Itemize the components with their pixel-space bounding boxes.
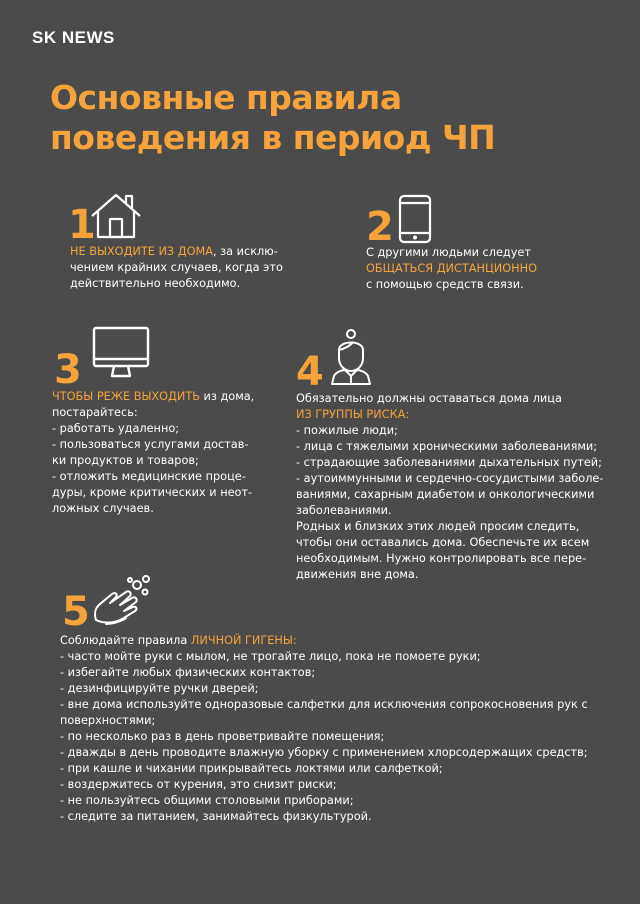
list-item: - избегайте любых физических контактов;	[60, 666, 316, 679]
section-1-highlight: НЕ ВЫХОДИТЕ ИЗ ДОМА	[70, 245, 213, 258]
list-item: - дезинфицируйте ручки дверей;	[60, 682, 259, 695]
list-item: - страдающие заболеваниями дыхательных путей;	[296, 456, 602, 469]
section-3-text	[52, 389, 262, 517]
section-4-highlight: ИЗ ГРУППЫ РИСКА:	[296, 408, 410, 421]
section-4-list	[296, 423, 616, 519]
list-item: ки продуктов и товаров;	[52, 454, 199, 467]
section-1-line-3: действительно необходимо.	[70, 277, 241, 290]
list-item: - лица с тяжелыми хроническими заболеваниями;	[296, 440, 598, 453]
list-item: - следите за питанием, занимайтесь физкультурой.	[60, 810, 372, 823]
smartphone-icon	[397, 194, 433, 244]
section-3-rest: из дома,	[199, 390, 255, 403]
section-2-highlight: ОБЩАТЬСЯ ДИСТАНЦИОННО	[366, 262, 537, 275]
section-5-number: 5	[62, 589, 90, 635]
section-4-outro-2: чтобы они оставались дома. Обеспечьте их всем	[296, 536, 590, 549]
section-4-text	[296, 391, 616, 583]
section-1-rest: , за исклю-	[212, 245, 278, 258]
section-3-number: 3	[54, 347, 82, 393]
section-4-line-1: Обязательно должны оставаться дома лица	[296, 392, 562, 405]
section-2-line-1: С другими людьми следует	[366, 246, 531, 259]
page-title	[50, 78, 495, 158]
list-item: - не пользуйтесь общими столовыми приборами;	[60, 794, 354, 807]
list-item: - дважды в день проводите влажную уборку с применением хлорсодержащих средств;	[60, 746, 588, 759]
section-2-line-3: с помощью средств связи.	[366, 278, 524, 291]
list-item: - по несколько раз в день проветривайте помещения;	[60, 730, 385, 743]
section-2-text	[366, 245, 616, 293]
list-item: - пользоваться услугами достав-	[52, 438, 249, 451]
section-1-line-2: чением крайних случаев, когда это	[70, 261, 283, 274]
list-item: - аутоиммунными и сердечно-сосудистыми заболе-	[296, 472, 604, 485]
section-3-line-2: постарайтесь:	[52, 406, 138, 419]
list-item: - воздержитесь от курения, это снизит риски;	[60, 778, 337, 791]
title-line-1: Основные правила	[50, 78, 402, 117]
section-1-text	[70, 244, 310, 292]
brand-logo: SK NEWS	[32, 28, 115, 47]
title-line-2: поведения в период ЧП	[50, 118, 496, 157]
elderly-person-icon	[330, 328, 372, 386]
list-item: поверхностями;	[60, 714, 156, 727]
section-2-number: 2	[366, 204, 394, 250]
section-5-intro: Соблюдайте правила	[60, 634, 191, 647]
section-4-outro-4: движения вне дома.	[296, 568, 419, 581]
list-item: - пожилые люди;	[296, 424, 398, 437]
list-item: - часто мойте руки с мылом, не трогайте лицо, пока не помоете руки;	[60, 650, 481, 663]
list-item: ваниями, сахарным диабетом и онкологическими	[296, 488, 595, 501]
section-5-list	[60, 649, 620, 825]
list-item: ложных случаев.	[52, 502, 154, 515]
section-5-text	[60, 633, 620, 825]
monitor-icon	[92, 326, 150, 382]
list-item: - при кашле и чихании прикрывайтесь локтями или салфеткой;	[60, 762, 443, 775]
house-icon	[90, 192, 142, 240]
handwashing-icon	[92, 574, 152, 626]
list-item: - отложить медицинские проце-	[52, 470, 246, 483]
list-item: дуры, кроме критических и неот-	[52, 486, 253, 499]
list-item: заболеваниями.	[296, 504, 392, 517]
section-4-outro-1: Родных и близких этих людей просим следить,	[296, 520, 580, 533]
section-3-highlight: ЧТОБЫ РЕЖЕ ВЫХОДИТЬ	[52, 390, 200, 403]
section-4-number: 4	[296, 349, 324, 395]
list-item: - вне дома используйте одноразовые салфетки для исключения сопрокосновения рук с	[60, 698, 588, 711]
section-1-number: 1	[68, 202, 96, 248]
section-4-outro-3: необходимым. Нужно контролировать все пере-	[296, 552, 587, 565]
section-3-list	[52, 421, 262, 517]
section-5-highlight: ЛИЧНОЙ ГИГЕНЫ:	[190, 634, 297, 647]
list-item: - работать удаленно;	[52, 422, 180, 435]
